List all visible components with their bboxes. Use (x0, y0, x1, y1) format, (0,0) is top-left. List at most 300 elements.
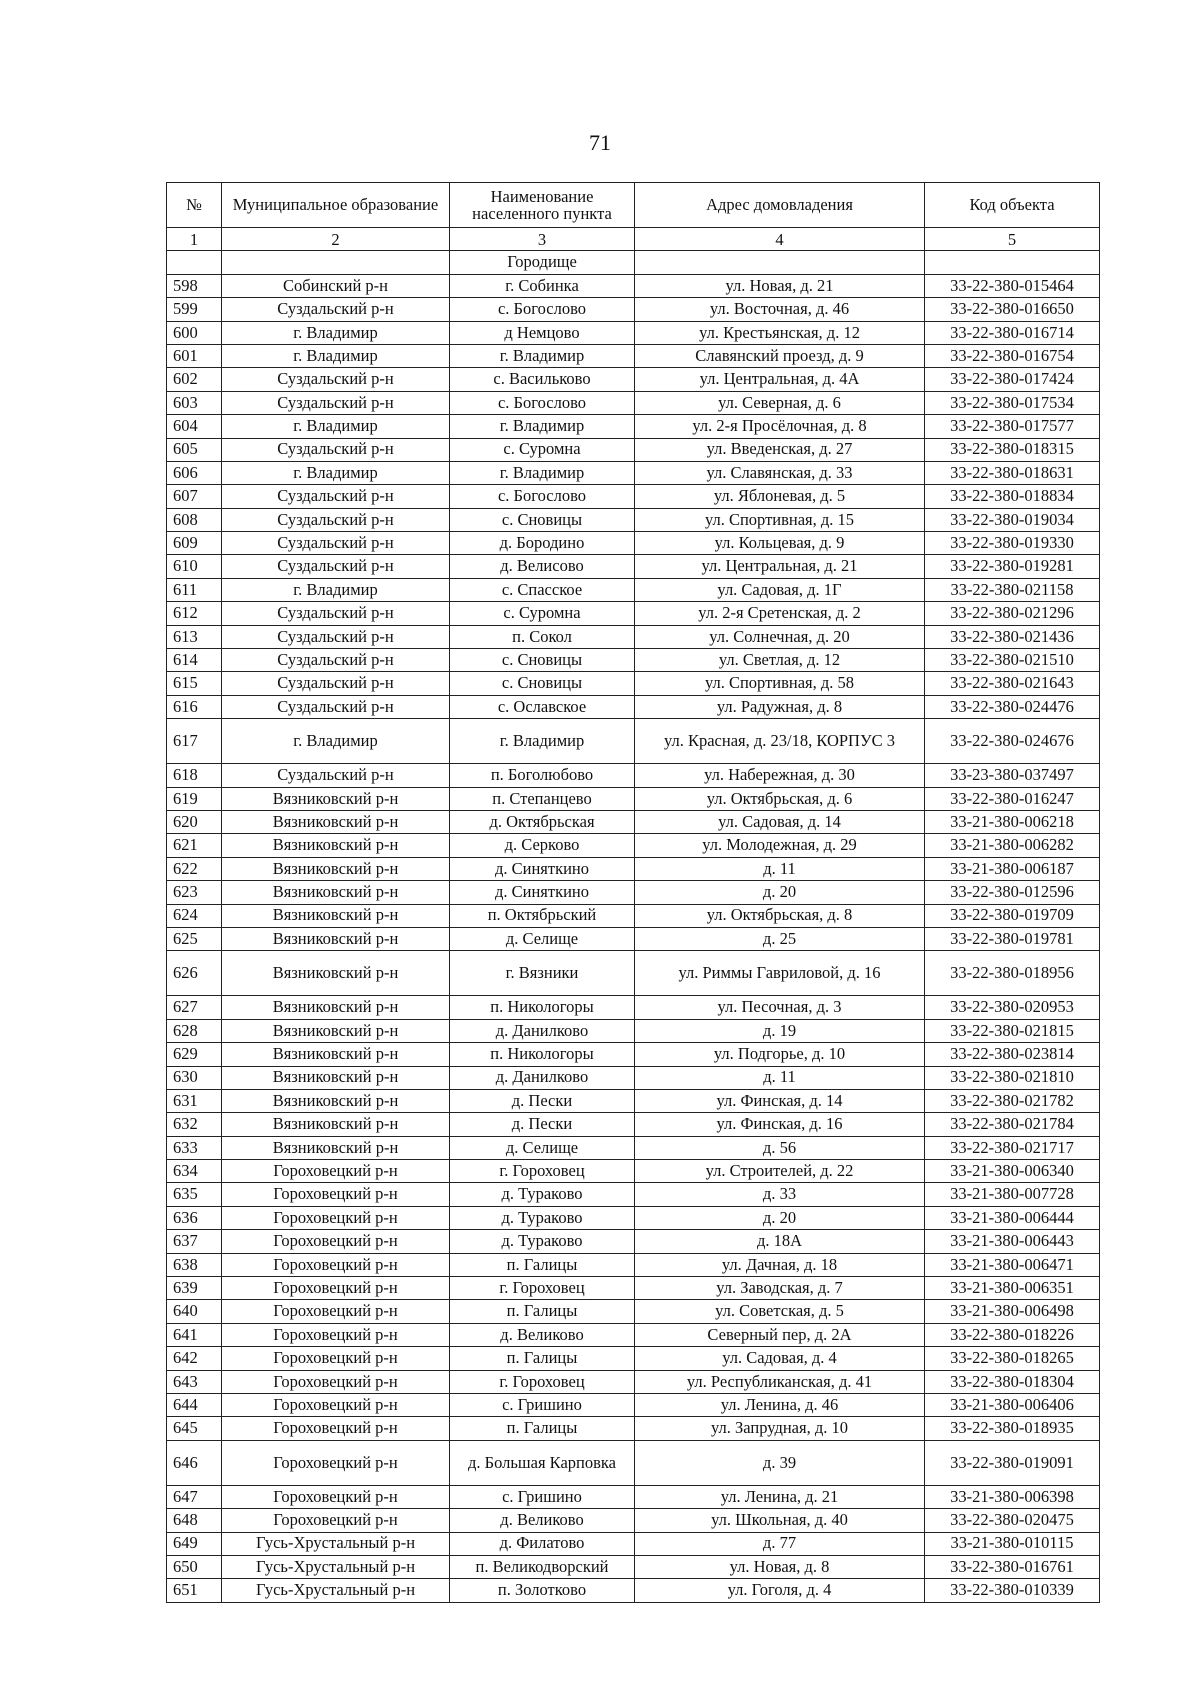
cell-settlement: д Немцово (450, 321, 635, 344)
cell-settlement: п. Золотково (450, 1579, 635, 1602)
table-row (167, 555, 1100, 578)
table-row (167, 1509, 1100, 1532)
cell-object-code: 33-22-380-021436 (925, 625, 1100, 648)
cell-address: ул. Северная, д. 6 (635, 391, 925, 414)
table-row (167, 1532, 1100, 1555)
cell-number: 642 (167, 1347, 222, 1370)
table-row (167, 298, 1100, 321)
cell-object-code: 33-22-380-010339 (925, 1579, 1100, 1602)
cell-municipality: Гороховецкий р-н (222, 1206, 450, 1229)
cell-object-code: 33-21-380-006187 (925, 857, 1100, 880)
cell-municipality: Гороховецкий р-н (222, 1183, 450, 1206)
table-row (167, 1485, 1100, 1508)
table-row (167, 1183, 1100, 1206)
cell-settlement: п. Степанцево (450, 787, 635, 810)
cell-number: 617 (167, 719, 222, 764)
cell-object-code: 33-22-380-021815 (925, 1019, 1100, 1042)
cell-address: ул. Спортивная, д. 58 (635, 672, 925, 695)
table-row (167, 1555, 1100, 1578)
table-row (167, 810, 1100, 833)
cell-municipality: Вязниковский р-н (222, 1019, 450, 1042)
cell-settlement: п. Галицы (450, 1347, 635, 1370)
cell-settlement: д. Данилково (450, 1066, 635, 1089)
cell-settlement: г. Владимир (450, 719, 635, 764)
cell-number: 603 (167, 391, 222, 414)
table-row (167, 1440, 1100, 1485)
cell-object-code: 33-22-380-016714 (925, 321, 1100, 344)
table-header-row (167, 183, 1100, 228)
cell-address: ул. Запрудная, д. 10 (635, 1417, 925, 1440)
column-numbers-row (167, 228, 1100, 251)
table-row (167, 1089, 1100, 1112)
cell-address: д. 19 (635, 1019, 925, 1042)
cell-municipality: г. Владимир (222, 415, 450, 438)
cell-address: ул. Солнечная, д. 20 (635, 625, 925, 648)
cell-municipality: Суздальский р-н (222, 555, 450, 578)
cell-settlement: п. Галицы (450, 1253, 635, 1276)
cell-settlement: д. Синяткино (450, 881, 635, 904)
cell-municipality: Гороховецкий р-н (222, 1509, 450, 1532)
cell-settlement: п. Никологоры (450, 1043, 635, 1066)
cell-object-code: 33-22-380-019091 (925, 1440, 1100, 1485)
cell-settlement: с. Богослово (450, 485, 635, 508)
cell-number: 621 (167, 834, 222, 857)
cell-municipality: Гороховецкий р-н (222, 1230, 450, 1253)
cell-address: ул. Светлая, д. 12 (635, 649, 925, 672)
cell-settlement: д. Серково (450, 834, 635, 857)
cell-object-code: 33-21-380-006444 (925, 1206, 1100, 1229)
cell-settlement: д. Великово (450, 1509, 635, 1532)
table-row (167, 1160, 1100, 1183)
table-row (167, 1300, 1100, 1323)
cell-object-code: 33-22-380-024476 (925, 695, 1100, 718)
cell-address: ул. Песочная, д. 3 (635, 996, 925, 1019)
cell-object-code: 33-21-380-006351 (925, 1277, 1100, 1300)
table-row (167, 764, 1100, 787)
cell-address: ул. Центральная, д. 4А (635, 368, 925, 391)
table-row (167, 951, 1100, 996)
cell-number: 630 (167, 1066, 222, 1089)
cell-municipality: Гороховецкий р-н (222, 1485, 450, 1508)
cell-object-code: 33-22-380-021510 (925, 649, 1100, 672)
table-row (167, 1370, 1100, 1393)
cell-number: 604 (167, 415, 222, 438)
cell-settlement: г. Владимир (450, 461, 635, 484)
cell-object-code: 33-22-380-017424 (925, 368, 1100, 391)
cell-municipality: Суздальский р-н (222, 672, 450, 695)
cell-number: 619 (167, 787, 222, 810)
cell-number: 629 (167, 1043, 222, 1066)
cell-address: ул. Гоголя, д. 4 (635, 1579, 925, 1602)
cell-object-code: 33-22-380-021782 (925, 1089, 1100, 1112)
cell-object-code: 33-22-380-018226 (925, 1323, 1100, 1346)
table-row (167, 391, 1100, 414)
cell-municipality: Суздальский р-н (222, 508, 450, 531)
cell-number: 643 (167, 1370, 222, 1393)
cell-municipality: Суздальский р-н (222, 438, 450, 461)
table-row (167, 1579, 1100, 1602)
table-row (167, 1066, 1100, 1089)
header-address: Адрес домовладения (635, 183, 925, 228)
column-number: 4 (635, 228, 925, 251)
cell-municipality: Вязниковский р-н (222, 1113, 450, 1136)
cell-municipality: Гороховецкий р-н (222, 1370, 450, 1393)
table-row (167, 927, 1100, 950)
cell-municipality: Гусь-Хрустальный р-н (222, 1555, 450, 1578)
cell-address: ул. Молодежная, д. 29 (635, 834, 925, 857)
cell-address: ул. Радужная, д. 8 (635, 695, 925, 718)
cell-number: 614 (167, 649, 222, 672)
cell-address: ул. Спортивная, д. 15 (635, 508, 925, 531)
header-number: № (167, 183, 222, 228)
cell-address: ул. Садовая, д. 14 (635, 810, 925, 833)
cell-number: 638 (167, 1253, 222, 1276)
cell-settlement: с. Сновицы (450, 508, 635, 531)
cell-settlement: с. Богослово (450, 391, 635, 414)
cell-object-code: 33-21-380-006443 (925, 1230, 1100, 1253)
cell-object-code: 33-22-380-012596 (925, 881, 1100, 904)
cell-municipality: Вязниковский р-н (222, 996, 450, 1019)
cell-object-code: 33-22-380-018956 (925, 951, 1100, 996)
cell-municipality: Гороховецкий р-н (222, 1160, 450, 1183)
cell-number: 599 (167, 298, 222, 321)
cell-address: ул. Финская, д. 14 (635, 1089, 925, 1112)
cell-number: 613 (167, 625, 222, 648)
cell-municipality: Вязниковский р-н (222, 834, 450, 857)
cell-address: ул. Заводская, д. 7 (635, 1277, 925, 1300)
cell-municipality: Вязниковский р-н (222, 1089, 450, 1112)
cell-settlement: с. Гришино (450, 1485, 635, 1508)
table-row (167, 1043, 1100, 1066)
cell-number: 622 (167, 857, 222, 880)
cell-municipality: Суздальский р-н (222, 649, 450, 672)
cell-number: 637 (167, 1230, 222, 1253)
cell-settlement: п. Никологоры (450, 996, 635, 1019)
cell-address: д. 56 (635, 1136, 925, 1159)
cell-object-code: 33-21-380-006340 (925, 1160, 1100, 1183)
cell-object-code: 33-22-380-021158 (925, 578, 1100, 601)
cell-municipality: г. Владимир (222, 321, 450, 344)
cell-municipality: Вязниковский р-н (222, 1043, 450, 1066)
table-row (167, 1230, 1100, 1253)
table-row (167, 719, 1100, 764)
cell-object-code: 33-23-380-037497 (925, 764, 1100, 787)
cell-number: 607 (167, 485, 222, 508)
cell-address: ул. Советская, д. 5 (635, 1300, 925, 1323)
cell-municipality: Суздальский р-н (222, 602, 450, 625)
cell-settlement: с. Суромна (450, 602, 635, 625)
cell-number: 646 (167, 1440, 222, 1485)
cell-number (167, 251, 222, 274)
cell-settlement: г. Гороховец (450, 1160, 635, 1183)
cell-settlement: Городище (450, 251, 635, 274)
table-row (167, 344, 1100, 367)
continuation-row (167, 251, 1100, 274)
cell-settlement: п. Сокол (450, 625, 635, 648)
cell-number: 648 (167, 1509, 222, 1532)
cell-number: 631 (167, 1089, 222, 1112)
cell-settlement: д. Селище (450, 1136, 635, 1159)
cell-address: д. 39 (635, 1440, 925, 1485)
cell-municipality: Гороховецкий р-н (222, 1417, 450, 1440)
table-row (167, 1019, 1100, 1042)
header-municipality: Муниципальное образование (222, 183, 450, 228)
cell-address: д. 33 (635, 1183, 925, 1206)
cell-municipality: Вязниковский р-н (222, 1066, 450, 1089)
cell-address: ул. Кольцевая, д. 9 (635, 532, 925, 555)
cell-address: ул. Дачная, д. 18 (635, 1253, 925, 1276)
cell-number: 645 (167, 1417, 222, 1440)
cell-object-code: 33-22-380-021296 (925, 602, 1100, 625)
cell-address: ул. Центральная, д. 21 (635, 555, 925, 578)
cell-address: ул. Подгорье, д. 10 (635, 1043, 925, 1066)
cell-number: 627 (167, 996, 222, 1019)
cell-object-code: 33-22-380-018315 (925, 438, 1100, 461)
cell-settlement: г. Гороховец (450, 1277, 635, 1300)
cell-municipality: г. Владимир (222, 719, 450, 764)
cell-address: ул. Строителей, д. 22 (635, 1160, 925, 1183)
cell-municipality: Собинский р-н (222, 274, 450, 297)
cell-address: д. 11 (635, 1066, 925, 1089)
cell-number: 616 (167, 695, 222, 718)
cell-number: 620 (167, 810, 222, 833)
cell-settlement: д. Селище (450, 927, 635, 950)
table-row (167, 438, 1100, 461)
cell-address: Северный пер, д. 2А (635, 1323, 925, 1346)
cell-municipality: Суздальский р-н (222, 368, 450, 391)
table-row (167, 904, 1100, 927)
cell-settlement: п. Боголюбово (450, 764, 635, 787)
cell-address: Славянский проезд, д. 9 (635, 344, 925, 367)
cell-object-code: 33-22-380-019034 (925, 508, 1100, 531)
cell-settlement: с. Спасское (450, 578, 635, 601)
cell-address: ул. Ленина, д. 46 (635, 1393, 925, 1416)
cell-address: ул. Восточная, д. 46 (635, 298, 925, 321)
cell-settlement: д. Великово (450, 1323, 635, 1346)
header-settlement: Наименование населенного пункта (450, 183, 635, 228)
cell-settlement: г. Вязники (450, 951, 635, 996)
table-row (167, 1417, 1100, 1440)
column-number: 1 (167, 228, 222, 251)
cell-settlement: г. Собинка (450, 274, 635, 297)
cell-number: 647 (167, 1485, 222, 1508)
cell-object-code: 33-22-380-018631 (925, 461, 1100, 484)
cell-number: 605 (167, 438, 222, 461)
cell-settlement: п. Великодворский (450, 1555, 635, 1578)
table-row (167, 1253, 1100, 1276)
cell-address: ул. Славянская, д. 33 (635, 461, 925, 484)
cell-address (635, 251, 925, 274)
table-row (167, 834, 1100, 857)
cell-settlement: с. Ославское (450, 695, 635, 718)
cell-address: ул. Яблоневая, д. 5 (635, 485, 925, 508)
cell-municipality: Гороховецкий р-н (222, 1440, 450, 1485)
cell-object-code: 33-21-380-006498 (925, 1300, 1100, 1323)
cell-object-code: 33-22-380-016761 (925, 1555, 1100, 1578)
table-body (167, 251, 1100, 1602)
cell-object-code: 33-21-380-007728 (925, 1183, 1100, 1206)
cell-municipality: Вязниковский р-н (222, 1136, 450, 1159)
cell-object-code: 33-22-380-020953 (925, 996, 1100, 1019)
objects-table (166, 182, 1100, 1603)
cell-number: 639 (167, 1277, 222, 1300)
cell-address: ул. Финская, д. 16 (635, 1113, 925, 1136)
cell-object-code: 33-22-380-017577 (925, 415, 1100, 438)
cell-number: 625 (167, 927, 222, 950)
table-row (167, 881, 1100, 904)
cell-municipality: Суздальский р-н (222, 625, 450, 648)
cell-object-code: 33-22-380-023814 (925, 1043, 1100, 1066)
table-row (167, 1347, 1100, 1370)
cell-municipality: Суздальский р-н (222, 532, 450, 555)
cell-object-code: 33-22-380-021717 (925, 1136, 1100, 1159)
cell-municipality: Вязниковский р-н (222, 951, 450, 996)
cell-object-code: 33-22-380-016247 (925, 787, 1100, 810)
cell-settlement: с. Сновицы (450, 649, 635, 672)
cell-number: 615 (167, 672, 222, 695)
cell-municipality: Гороховецкий р-н (222, 1277, 450, 1300)
cell-municipality: г. Владимир (222, 578, 450, 601)
cell-address: ул. Крестьянская, д. 12 (635, 321, 925, 344)
table-row (167, 578, 1100, 601)
cell-municipality: Гороховецкий р-н (222, 1300, 450, 1323)
cell-number: 634 (167, 1160, 222, 1183)
cell-number: 610 (167, 555, 222, 578)
cell-settlement: с. Богослово (450, 298, 635, 321)
table-row (167, 508, 1100, 531)
cell-municipality: Гусь-Хрустальный р-н (222, 1532, 450, 1555)
cell-settlement: с. Гришино (450, 1393, 635, 1416)
cell-settlement: д. Филатово (450, 1532, 635, 1555)
cell-number: 626 (167, 951, 222, 996)
cell-number: 601 (167, 344, 222, 367)
cell-object-code: 33-21-380-006398 (925, 1485, 1100, 1508)
cell-number: 624 (167, 904, 222, 927)
cell-number: 641 (167, 1323, 222, 1346)
cell-number: 651 (167, 1579, 222, 1602)
cell-object-code: 33-22-380-024676 (925, 719, 1100, 764)
table-row (167, 1323, 1100, 1346)
cell-address: ул. Школьная, д. 40 (635, 1509, 925, 1532)
cell-municipality: Гусь-Хрустальный р-н (222, 1579, 450, 1602)
cell-address: ул. 2-я Просёлочная, д. 8 (635, 415, 925, 438)
cell-address: ул. Садовая, д. 1Г (635, 578, 925, 601)
table-row (167, 1277, 1100, 1300)
cell-object-code: 33-22-380-017534 (925, 391, 1100, 414)
cell-municipality: Вязниковский р-н (222, 881, 450, 904)
cell-settlement: д. Большая Карповка (450, 1440, 635, 1485)
cell-object-code: 33-22-380-019330 (925, 532, 1100, 555)
cell-address: д. 25 (635, 927, 925, 950)
cell-municipality: Вязниковский р-н (222, 810, 450, 833)
cell-number: 600 (167, 321, 222, 344)
cell-object-code: 33-22-380-019781 (925, 927, 1100, 950)
cell-settlement: д. Тураково (450, 1183, 635, 1206)
cell-number: 608 (167, 508, 222, 531)
table-row (167, 415, 1100, 438)
cell-municipality: Вязниковский р-н (222, 857, 450, 880)
cell-number: 611 (167, 578, 222, 601)
cell-number: 640 (167, 1300, 222, 1323)
table-row (167, 672, 1100, 695)
cell-object-code: 33-22-380-015464 (925, 274, 1100, 297)
cell-object-code: 33-21-380-006282 (925, 834, 1100, 857)
cell-object-code: 33-21-380-006471 (925, 1253, 1100, 1276)
cell-settlement: п. Галицы (450, 1300, 635, 1323)
table-row (167, 1393, 1100, 1416)
cell-object-code: 33-22-380-018834 (925, 485, 1100, 508)
cell-number: 633 (167, 1136, 222, 1159)
cell-settlement: г. Владимир (450, 344, 635, 367)
cell-object-code: 33-22-380-018304 (925, 1370, 1100, 1393)
cell-settlement: д. Данилково (450, 1019, 635, 1042)
cell-address: ул. Республиканская, д. 41 (635, 1370, 925, 1393)
table-row (167, 1206, 1100, 1229)
table-row (167, 787, 1100, 810)
table-row (167, 1113, 1100, 1136)
cell-settlement: г. Гороховец (450, 1370, 635, 1393)
cell-settlement: д. Октябрьская (450, 810, 635, 833)
cell-object-code: 33-22-380-016650 (925, 298, 1100, 321)
cell-number: 628 (167, 1019, 222, 1042)
table-row (167, 321, 1100, 344)
cell-address: ул. Садовая, д. 4 (635, 1347, 925, 1370)
cell-settlement: с. Суромна (450, 438, 635, 461)
table-row (167, 485, 1100, 508)
cell-number: 650 (167, 1555, 222, 1578)
cell-object-code: 33-21-380-006218 (925, 810, 1100, 833)
table-row (167, 857, 1100, 880)
cell-address: ул. Новая, д. 21 (635, 274, 925, 297)
cell-settlement: п. Октябрьский (450, 904, 635, 927)
cell-municipality: Суздальский р-н (222, 298, 450, 321)
cell-number: 612 (167, 602, 222, 625)
cell-number: 623 (167, 881, 222, 904)
cell-number: 606 (167, 461, 222, 484)
cell-settlement: д. Тураково (450, 1230, 635, 1253)
table-row (167, 602, 1100, 625)
cell-address: ул. Красная, д. 23/18, КОРПУС 3 (635, 719, 925, 764)
table-row (167, 996, 1100, 1019)
column-number: 3 (450, 228, 635, 251)
cell-municipality: Гороховецкий р-н (222, 1347, 450, 1370)
cell-object-code: 33-22-380-021784 (925, 1113, 1100, 1136)
cell-municipality: Вязниковский р-н (222, 904, 450, 927)
cell-number: 609 (167, 532, 222, 555)
cell-municipality (222, 251, 450, 274)
cell-settlement: д. Тураково (450, 1206, 635, 1229)
table-row (167, 368, 1100, 391)
cell-municipality: г. Владимир (222, 461, 450, 484)
cell-object-code: 33-22-380-020475 (925, 1509, 1100, 1532)
cell-settlement: д. Синяткино (450, 857, 635, 880)
cell-object-code: 33-22-380-018935 (925, 1417, 1100, 1440)
cell-settlement: с. Сновицы (450, 672, 635, 695)
cell-object-code: 33-22-380-021810 (925, 1066, 1100, 1089)
cell-municipality: г. Владимир (222, 344, 450, 367)
cell-number: 602 (167, 368, 222, 391)
cell-settlement: г. Владимир (450, 415, 635, 438)
cell-municipality: Гороховецкий р-н (222, 1323, 450, 1346)
cell-municipality: Вязниковский р-н (222, 787, 450, 810)
cell-number: 598 (167, 274, 222, 297)
cell-address: ул. Введенская, д. 27 (635, 438, 925, 461)
cell-municipality: Гороховецкий р-н (222, 1393, 450, 1416)
cell-object-code: 33-22-380-019709 (925, 904, 1100, 927)
cell-number: 618 (167, 764, 222, 787)
cell-address: д. 18А (635, 1230, 925, 1253)
cell-number: 649 (167, 1532, 222, 1555)
